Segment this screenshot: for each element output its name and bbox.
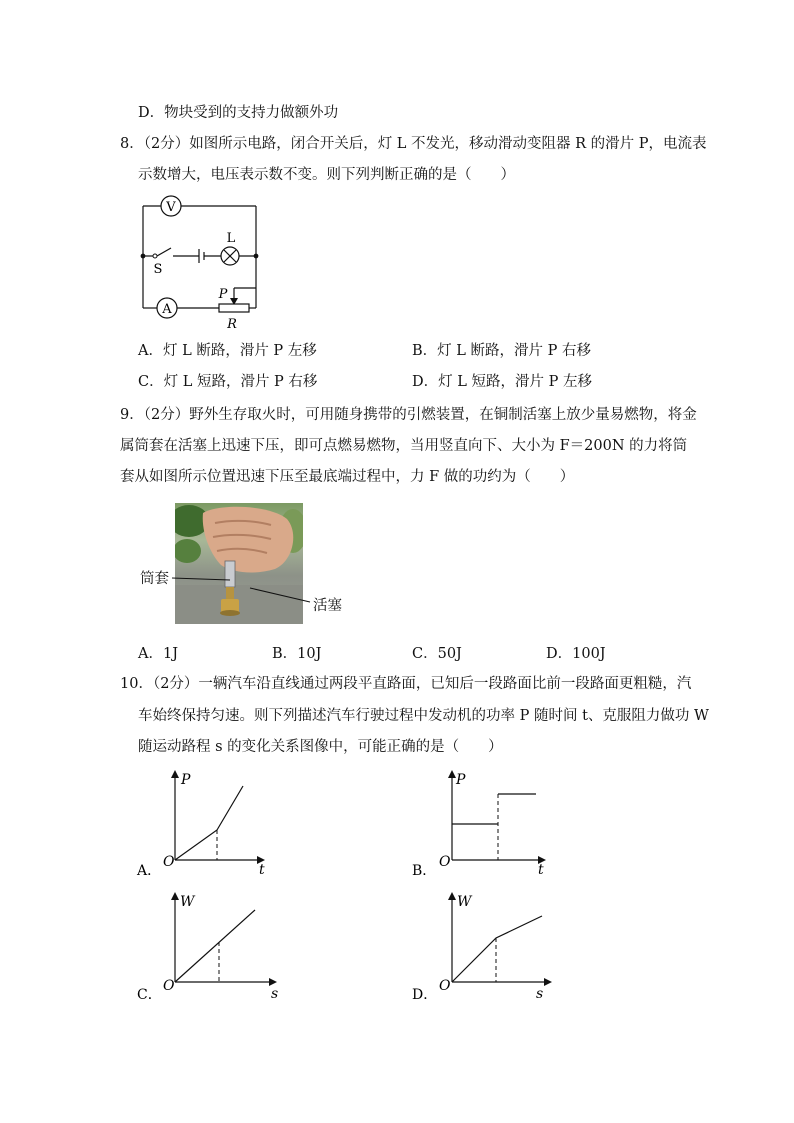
graph-c-label: C． xyxy=(137,987,162,1003)
graph-c-curve xyxy=(175,910,255,982)
q9-stem-line3: 套从如图所示位置迅速下压至最底端过程中，力 F 做的功约为（ ） xyxy=(120,469,575,485)
q9-option-d: D．100J xyxy=(546,646,606,662)
q9-photo-leaders xyxy=(140,566,340,616)
q8-option-b: B．灯 L 断路，滑片 P 右移 xyxy=(412,343,591,359)
graph-a-label: A． xyxy=(137,863,162,878)
switch-label: S xyxy=(153,262,163,277)
svg-text:O: O xyxy=(163,978,175,994)
sleeve-label: 筒套 xyxy=(140,571,169,587)
q8-stem-line1: 8．（2分）如图所示电路，闭合开关后，灯 L 不发光，移动滑动变阻器 R 的滑片 P，电流表 xyxy=(120,136,707,152)
svg-text:O: O xyxy=(439,854,451,870)
graph-b xyxy=(410,768,560,878)
lamp-label: L xyxy=(226,231,236,246)
q8-option-d: D．灯 L 短路，滑片 P 左移 xyxy=(412,374,592,390)
graph-a xyxy=(135,768,275,878)
graph-c xyxy=(135,890,285,1005)
graph-d xyxy=(410,890,560,1005)
graph-b-label: B． xyxy=(412,863,437,878)
graph-a-curve xyxy=(175,786,243,860)
piston-label: 活塞 xyxy=(313,598,342,614)
svg-text:s: s xyxy=(271,986,279,1002)
graph-d-curve xyxy=(452,916,542,982)
svg-text:P: P xyxy=(456,772,466,788)
q8-stem-line2: 示数增大，电压表示数不变。则下列判断正确的是（ ） xyxy=(138,167,515,183)
svg-text:W: W xyxy=(457,894,472,910)
q9-stem-line1: 9．（2分）野外生存取火时，可用随身携带的引燃装置，在铜制活塞上放少量易燃物，将金 xyxy=(120,407,697,423)
q9-option-c: C．50J xyxy=(412,646,462,662)
voltmeter-label: V xyxy=(166,200,176,215)
q9-option-b: B．10J xyxy=(272,646,322,662)
svg-text:P: P xyxy=(181,772,191,788)
q9-option-a: A．1J xyxy=(138,646,179,662)
q8-option-c: C．灯 L 短路，滑片 P 右移 xyxy=(138,374,318,390)
q10-stem-line1: 10．（2分）一辆汽车沿直线通过两段平直路面，已知后一段路面比前一段路面更粗糙，汽 xyxy=(120,676,692,692)
rheostat-symbol xyxy=(219,304,249,312)
svg-text:t: t xyxy=(259,862,265,878)
graph-d-label: D． xyxy=(412,987,438,1003)
rheostat-label: R xyxy=(227,317,237,332)
svg-text:O: O xyxy=(439,978,451,994)
q7-option-d: D．物块受到的支持力做额外功 xyxy=(138,105,339,121)
q10-stem-line2: 车始终保持匀速。则下列描述汽车行驶过程中发动机的功率 P 随时间 t、克服阻力做功 W xyxy=(138,708,709,724)
q9-stem-line2: 属筒套在活塞上迅速下压，即可点燃易燃物，当用竖直向下、大小为 F＝200N 的力将筒 xyxy=(120,438,688,454)
svg-text:t: t xyxy=(538,862,544,878)
slider-label: P xyxy=(218,287,228,302)
svg-text:O: O xyxy=(163,854,175,870)
q10-stem-line3: 随运动路程 s 的变化关系图像中，可能正确的是（ ） xyxy=(138,739,503,755)
svg-text:W: W xyxy=(180,894,195,910)
q8-circuit-diagram xyxy=(135,192,270,332)
ammeter-label: A xyxy=(162,302,172,317)
q8-option-a: A．灯 L 断路，滑片 P 左移 xyxy=(138,343,317,359)
svg-text:s: s xyxy=(536,986,544,1002)
